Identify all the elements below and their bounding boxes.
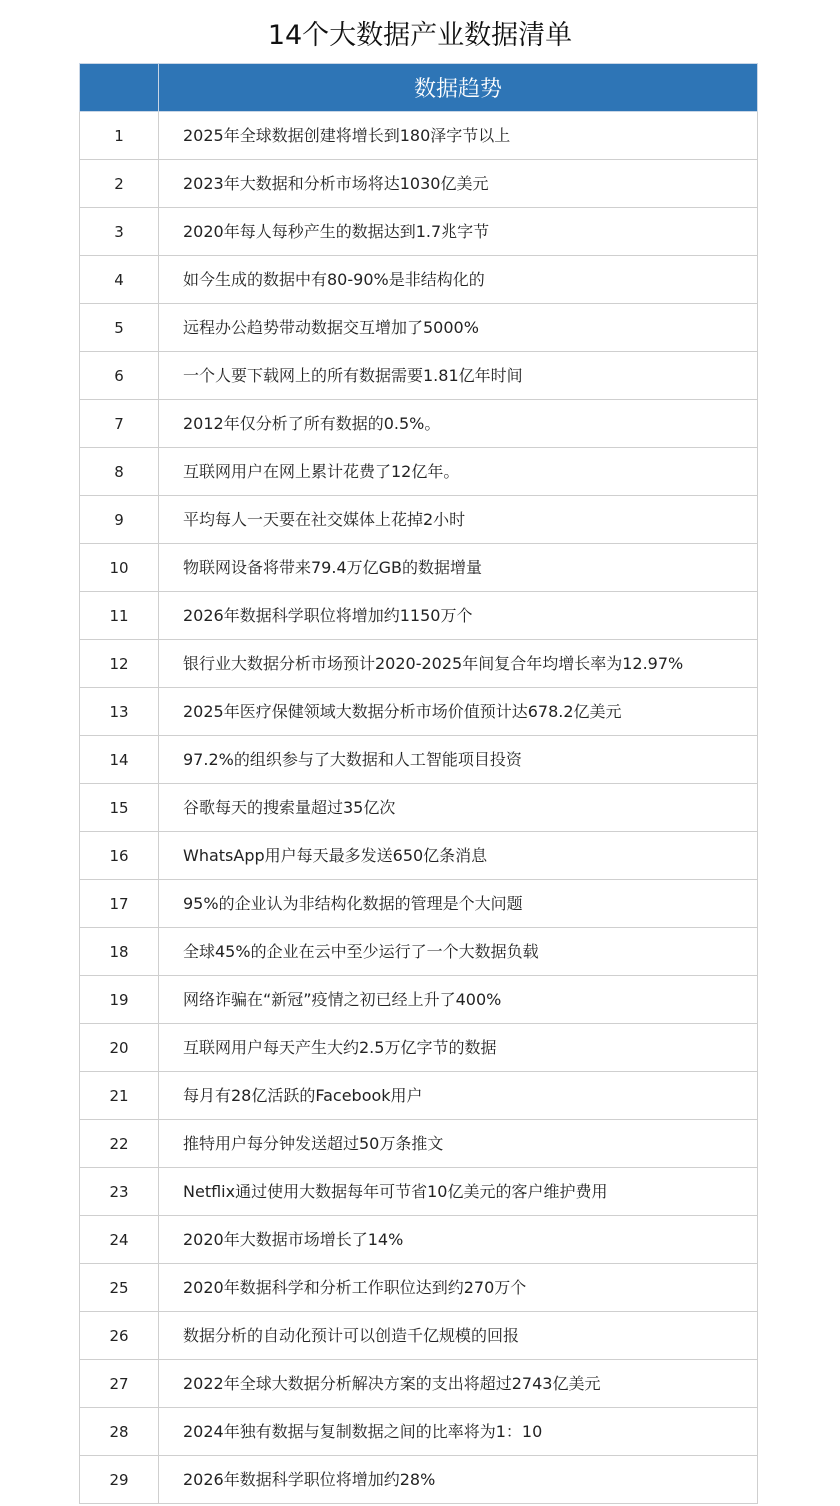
row-trend-text: 95%的企业认为非结构化数据的管理是个大问题 <box>159 880 758 928</box>
row-number: 5 <box>80 304 159 352</box>
row-number: 21 <box>80 1072 159 1120</box>
row-trend-text: 2020年大数据市场增长了14% <box>159 1216 758 1264</box>
table-row <box>80 1120 758 1168</box>
table-row <box>80 496 758 544</box>
table-row <box>80 976 758 1024</box>
row-number: 29 <box>80 1456 159 1504</box>
row-number: 23 <box>80 1168 159 1216</box>
row-trend-text: 银行业大数据分析市场预计2020-2025年间复合年均增长率为12.97% <box>159 640 758 688</box>
row-trend-text: 2020年每人每秒产生的数据达到1.7兆字节 <box>159 208 758 256</box>
row-trend-text: 2026年数据科学职位将增加约1150万个 <box>159 592 758 640</box>
table-row <box>80 1360 758 1408</box>
row-number: 19 <box>80 976 159 1024</box>
row-trend-text: 网络诈骗在“新冠”疫情之初已经上升了400% <box>159 976 758 1024</box>
row-number: 1 <box>80 112 159 160</box>
row-trend-text: 物联网设备将带来79.4万亿GB的数据增量 <box>159 544 758 592</box>
table-row <box>80 1408 758 1456</box>
table-row <box>80 832 758 880</box>
row-trend-text: Netflix通过使用大数据每年可节省10亿美元的客户维护费用 <box>159 1168 758 1216</box>
row-number: 4 <box>80 256 159 304</box>
table-row <box>80 160 758 208</box>
row-number: 17 <box>80 880 159 928</box>
table-row <box>80 880 758 928</box>
table-row <box>80 448 758 496</box>
row-number: 18 <box>80 928 159 976</box>
header-number-cell <box>80 64 159 112</box>
table-row <box>80 208 758 256</box>
table-row <box>80 1168 758 1216</box>
row-trend-text: 谷歌每天的搜索量超过35亿次 <box>159 784 758 832</box>
data-trends-table <box>79 63 758 1504</box>
row-trend-text: 2022年全球大数据分析解决方案的支出将超过2743亿美元 <box>159 1360 758 1408</box>
row-number: 22 <box>80 1120 159 1168</box>
row-trend-text: 2023年大数据和分析市场将达1030亿美元 <box>159 160 758 208</box>
page-title: 14个大数据产业数据清单 <box>267 20 573 51</box>
row-trend-text: 2025年医疗保健领域大数据分析市场价值预计达678.2亿美元 <box>159 688 758 736</box>
row-number: 27 <box>80 1360 159 1408</box>
table-body <box>80 112 758 1504</box>
row-trend-text: 如今生成的数据中有80-90%是非结构化的 <box>159 256 758 304</box>
row-number: 9 <box>80 496 159 544</box>
table-row <box>80 1264 758 1312</box>
row-number: 2 <box>80 160 159 208</box>
row-trend-text: 互联网用户在网上累计花费了12亿年。 <box>159 448 758 496</box>
table-row <box>80 1456 758 1504</box>
row-number: 28 <box>80 1408 159 1456</box>
row-number: 15 <box>80 784 159 832</box>
row-trend-text: 2024年独有数据与复制数据之间的比率将为1：10 <box>159 1408 758 1456</box>
row-trend-text: 数据分析的自动化预计可以创造千亿规模的回报 <box>159 1312 758 1360</box>
row-number: 6 <box>80 352 159 400</box>
row-number: 13 <box>80 688 159 736</box>
row-number: 26 <box>80 1312 159 1360</box>
row-number: 3 <box>80 208 159 256</box>
row-number: 20 <box>80 1024 159 1072</box>
row-number: 14 <box>80 736 159 784</box>
row-trend-text: 一个人要下载网上的所有数据需要1.81亿年时间 <box>159 352 758 400</box>
table-row <box>80 352 758 400</box>
row-number: 7 <box>80 400 159 448</box>
row-trend-text: 互联网用户每天产生大约2.5万亿字节的数据 <box>159 1024 758 1072</box>
row-number: 10 <box>80 544 159 592</box>
row-trend-text: WhatsApp用户每天最多发送650亿条消息 <box>159 832 758 880</box>
row-trend-text: 全球45%的企业在云中至少运行了一个大数据负载 <box>159 928 758 976</box>
table-row <box>80 640 758 688</box>
table-row <box>80 1024 758 1072</box>
table-row <box>80 784 758 832</box>
row-number: 12 <box>80 640 159 688</box>
row-number: 24 <box>80 1216 159 1264</box>
row-number: 8 <box>80 448 159 496</box>
row-trend-text: 2020年数据科学和分析工作职位达到约270万个 <box>159 1264 758 1312</box>
header-trend-cell: 数据趋势 <box>159 64 758 112</box>
table-row <box>80 544 758 592</box>
table-row <box>80 304 758 352</box>
table-row <box>80 736 758 784</box>
row-number: 11 <box>80 592 159 640</box>
table-row <box>80 400 758 448</box>
row-trend-text: 97.2%的组织参与了大数据和人工智能项目投资 <box>159 736 758 784</box>
table-row <box>80 1216 758 1264</box>
table-row <box>80 112 758 160</box>
table-row <box>80 928 758 976</box>
row-trend-text: 2026年数据科学职位将增加约28% <box>159 1456 758 1504</box>
row-trend-text: 远程办公趋势带动数据交互增加了5000% <box>159 304 758 352</box>
table-row <box>80 688 758 736</box>
row-trend-text: 每月有28亿活跃的Facebook用户 <box>159 1072 758 1120</box>
table-row <box>80 592 758 640</box>
table-row <box>80 1072 758 1120</box>
row-trend-text: 推特用户每分钟发送超过50万条推文 <box>159 1120 758 1168</box>
row-trend-text: 2012年仅分析了所有数据的0.5%。 <box>159 400 758 448</box>
row-trend-text: 平均每人一天要在社交媒体上花掉2小时 <box>159 496 758 544</box>
row-number: 16 <box>80 832 159 880</box>
row-trend-text: 2025年全球数据创建将增长到180泽字节以上 <box>159 112 758 160</box>
table-header-row <box>80 64 758 112</box>
row-number: 25 <box>80 1264 159 1312</box>
table-row <box>80 256 758 304</box>
table-row <box>80 1312 758 1360</box>
